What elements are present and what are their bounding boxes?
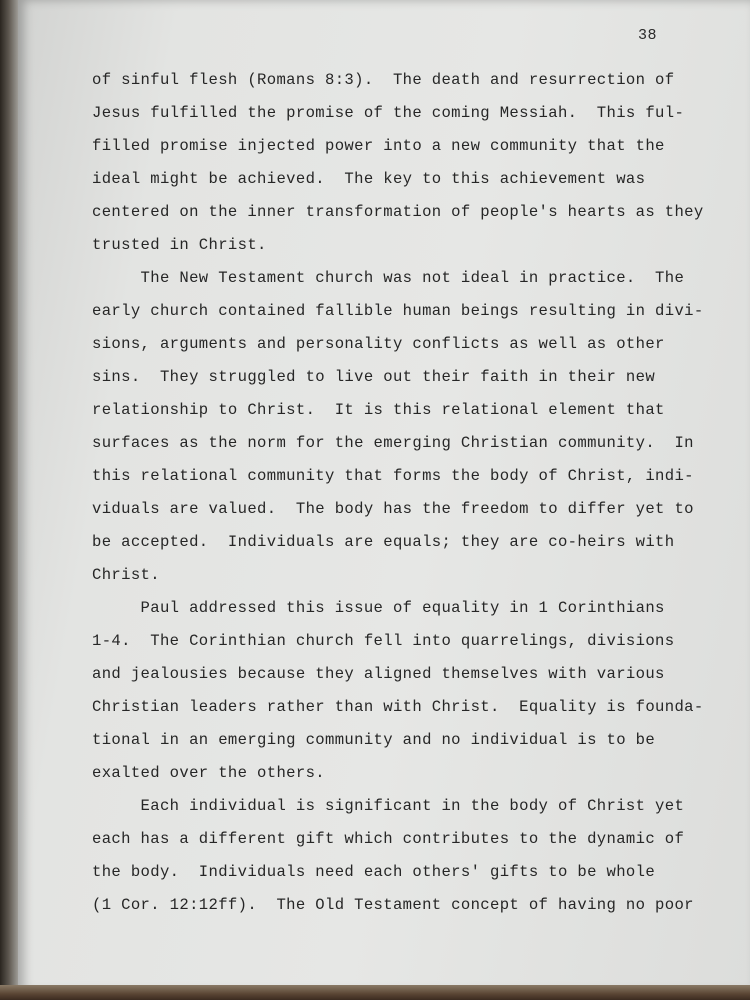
text-line-14: viduals are valued. The body has the freedom to differ yet to bbox=[92, 500, 694, 518]
text-line-19: and jealousies because they aligned themselves with various bbox=[92, 665, 665, 683]
document-page bbox=[18, 0, 750, 992]
text-line-16: Christ. bbox=[92, 566, 160, 584]
text-line-15: be accepted. Individuals are equals; they are co-heirs with bbox=[92, 533, 675, 551]
text-line-4: ideal might be achieved. The key to this achievement was bbox=[92, 170, 646, 188]
text-line-9: sions, arguments and personality conflicts as well as other bbox=[92, 335, 665, 353]
text-line-21: tional in an emerging community and no individual is to be bbox=[92, 731, 656, 749]
text-line-10: sins. They struggled to live out their faith in their new bbox=[92, 368, 656, 386]
text-line-20: Christian leaders rather than with Christ. Equality is founda- bbox=[92, 698, 704, 716]
text-line-24: each has a different gift which contributes to the dynamic of bbox=[92, 830, 685, 848]
text-line-5: centered on the inner transformation of people's hearts as they bbox=[92, 203, 704, 221]
page-number: 38 bbox=[638, 27, 658, 44]
desk-edge bbox=[0, 985, 750, 1000]
text-line-22: exalted over the others. bbox=[92, 764, 325, 782]
text-line-23: Each individual is significant in the body of Christ yet bbox=[92, 797, 685, 815]
text-line-17: Paul addressed this issue of equality in 1 Corinthians bbox=[92, 599, 665, 617]
text-line-12: surfaces as the norm for the emerging Christian community. In bbox=[92, 434, 694, 452]
text-line-2: Jesus fulfilled the promise of the coming Messiah. This ful- bbox=[92, 104, 685, 122]
text-line-13: this relational community that forms the body of Christ, indi- bbox=[92, 467, 694, 485]
text-line-26: (1 Cor. 12:12ff). The Old Testament concept of having no poor bbox=[92, 896, 694, 914]
text-line-18: 1-4. The Corinthian church fell into quarrelings, divisions bbox=[92, 632, 675, 650]
text-line-8: early church contained fallible human beings resulting in divi- bbox=[92, 302, 704, 320]
text-line-6: trusted in Christ. bbox=[92, 236, 267, 254]
text-line-25: the body. Individuals need each others' gifts to be whole bbox=[92, 863, 656, 881]
text-line-3: filled promise injected power into a new community that the bbox=[92, 137, 665, 155]
text-line-11: relationship to Christ. It is this relational element that bbox=[92, 401, 665, 419]
text-line-1: of sinful flesh (Romans 8:3). The death and resurrection of bbox=[92, 71, 675, 89]
text-line-7: The New Testament church was not ideal in practice. The bbox=[92, 269, 685, 287]
